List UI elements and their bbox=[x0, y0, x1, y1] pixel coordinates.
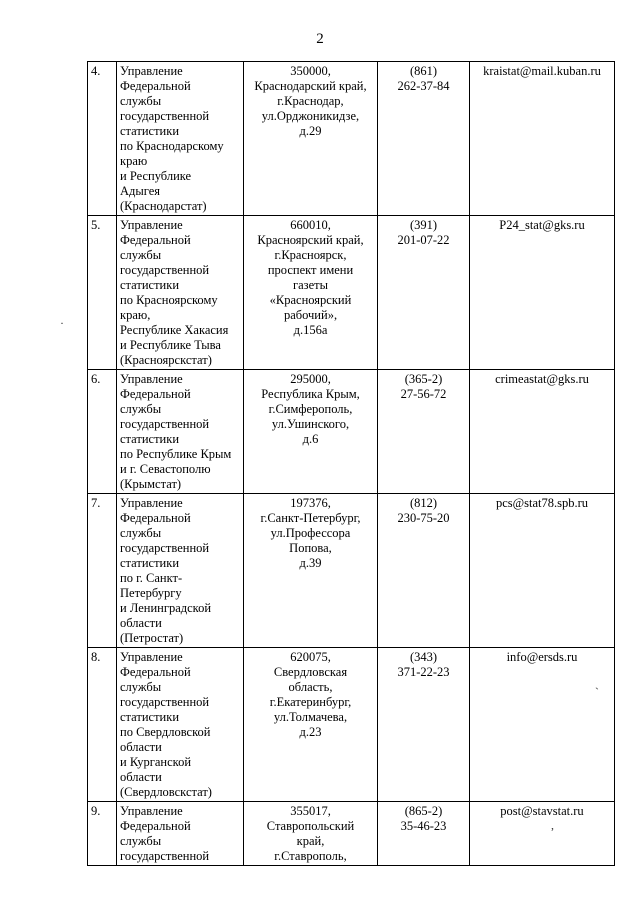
phone-number bbox=[378, 216, 470, 370]
address-line: г.Краснодар, bbox=[277, 94, 344, 108]
postal-address bbox=[244, 216, 378, 370]
address-line: Свердловская bbox=[273, 665, 348, 679]
organization-name bbox=[117, 648, 244, 802]
name-line: государственной bbox=[120, 695, 210, 709]
phone-line: (343) bbox=[409, 650, 438, 664]
address-line: ул.Профессора bbox=[270, 526, 351, 540]
email-address: pcs@stat78.spb.ru bbox=[470, 494, 615, 648]
address-line: Краснодарский край, bbox=[254, 79, 367, 93]
table-row bbox=[88, 216, 615, 370]
name-line: Управление bbox=[120, 804, 183, 818]
name-line: и Ленинградской bbox=[120, 601, 212, 615]
organization-name bbox=[117, 802, 244, 866]
row-number: 7. bbox=[88, 494, 117, 648]
name-line: по Республике Крым bbox=[120, 447, 232, 461]
address-line: Республика Крым, bbox=[261, 387, 360, 401]
scan-speck: ` bbox=[595, 685, 599, 699]
name-line: по Красноярскому bbox=[120, 293, 218, 307]
name-line: по Краснодарскому bbox=[120, 139, 224, 153]
table-row bbox=[88, 802, 615, 866]
phone-number bbox=[378, 62, 470, 216]
phone-line: 35-46-23 bbox=[400, 819, 447, 833]
address-line: г.Санкт-Петербург, bbox=[260, 511, 361, 525]
address-line: д.39 bbox=[299, 556, 322, 570]
name-line: по Свердловской bbox=[120, 725, 211, 739]
name-line: службы bbox=[120, 248, 162, 262]
name-line: Федеральной bbox=[120, 665, 191, 679]
name-line: Управление bbox=[120, 64, 183, 78]
name-line: области bbox=[120, 616, 162, 630]
row-number: 9. bbox=[88, 802, 117, 866]
name-line: государственной bbox=[120, 263, 210, 277]
name-line: службы bbox=[120, 526, 162, 540]
phone-line: (812) bbox=[409, 496, 438, 510]
postal-address bbox=[244, 648, 378, 802]
address-line: 620075, bbox=[290, 650, 331, 664]
address-line: проспект имени bbox=[267, 263, 354, 277]
name-line: области bbox=[120, 770, 162, 784]
phone-number bbox=[378, 494, 470, 648]
name-line: Управление bbox=[120, 372, 183, 386]
address-line: «Красноярский bbox=[269, 293, 352, 307]
name-line: (Краснодарстат) bbox=[120, 199, 207, 213]
name-line: службы bbox=[120, 94, 162, 108]
name-line: государственной bbox=[120, 541, 210, 555]
name-line: статистики bbox=[120, 124, 180, 138]
name-line: Петербургу bbox=[120, 586, 182, 600]
organization-name bbox=[117, 494, 244, 648]
row-number: 6. bbox=[88, 370, 117, 494]
name-line: Федеральной bbox=[120, 819, 191, 833]
phone-line: 230-75-20 bbox=[397, 511, 450, 525]
address-line: область, bbox=[288, 680, 333, 694]
name-line: и Курганской bbox=[120, 755, 192, 769]
address-line: г.Екатеринбург, bbox=[269, 695, 352, 709]
address-line: г.Красноярск, bbox=[274, 248, 347, 262]
row-number: 5. bbox=[88, 216, 117, 370]
address-line: д.156а bbox=[293, 323, 328, 337]
email-address: crimeastat@gks.ru bbox=[470, 370, 615, 494]
address-line: ул.Толмачева, bbox=[273, 710, 348, 724]
phone-line: (865-2) bbox=[404, 804, 443, 818]
name-line: (Крымстат) bbox=[120, 477, 182, 491]
row-number: 4. bbox=[88, 62, 117, 216]
address-line: ул.Орджоникидзе, bbox=[261, 109, 360, 123]
phone-line: (365-2) bbox=[404, 372, 443, 386]
phone-line: 27-56-72 bbox=[400, 387, 447, 401]
contacts-table bbox=[87, 61, 615, 866]
address-line: край, bbox=[296, 834, 325, 848]
name-line: Федеральной bbox=[120, 511, 191, 525]
name-line: службы bbox=[120, 834, 162, 848]
name-line: Управление bbox=[120, 496, 183, 510]
name-line: Федеральной bbox=[120, 387, 191, 401]
name-line: статистики bbox=[120, 432, 180, 446]
address-line: 197376, bbox=[290, 496, 331, 510]
postal-address bbox=[244, 370, 378, 494]
table-row bbox=[88, 494, 615, 648]
name-line: статистики bbox=[120, 278, 180, 292]
name-line: службы bbox=[120, 402, 162, 416]
name-line: государственной bbox=[120, 417, 210, 431]
address-line: газеты bbox=[292, 278, 329, 292]
address-line: 350000, bbox=[290, 64, 331, 78]
name-line: и г. Севастополю bbox=[120, 462, 211, 476]
name-line: по г. Санкт- bbox=[120, 571, 183, 585]
organization-name bbox=[117, 216, 244, 370]
scan-speck: · bbox=[60, 316, 64, 330]
address-line: г.Симферополь, bbox=[268, 402, 353, 416]
name-line: краю, bbox=[120, 308, 151, 322]
email-address: P24_stat@gks.ru bbox=[470, 216, 615, 370]
address-line: д.23 bbox=[299, 725, 322, 739]
name-line: (Свердловскстат) bbox=[120, 785, 212, 799]
address-line: 355017, bbox=[290, 804, 331, 818]
row-number: 8. bbox=[88, 648, 117, 802]
name-line: статистики bbox=[120, 556, 180, 570]
table-row bbox=[88, 370, 615, 494]
name-line: области bbox=[120, 740, 162, 754]
name-line: Федеральной bbox=[120, 79, 191, 93]
table-row bbox=[88, 62, 615, 216]
name-line: краю bbox=[120, 154, 148, 168]
address-line: Попова, bbox=[289, 541, 332, 555]
name-line: (Красноярскстат) bbox=[120, 353, 212, 367]
name-line: службы bbox=[120, 680, 162, 694]
phone-line: 262-37-84 bbox=[397, 79, 450, 93]
name-line: Адыгея bbox=[120, 184, 161, 198]
postal-address bbox=[244, 62, 378, 216]
name-line: (Петростат) bbox=[120, 631, 184, 645]
address-line: г.Ставрополь, bbox=[274, 849, 347, 863]
organization-name bbox=[117, 370, 244, 494]
phone-line: (861) bbox=[409, 64, 438, 78]
address-line: д.29 bbox=[299, 124, 322, 138]
organization-name bbox=[117, 62, 244, 216]
email-address: info@ersds.ru bbox=[470, 648, 615, 802]
name-line: статистики bbox=[120, 710, 180, 724]
email-address: kraistat@mail.kuban.ru bbox=[470, 62, 615, 216]
page-number: 2 bbox=[316, 31, 324, 47]
address-line: д.6 bbox=[302, 432, 319, 446]
phone-number bbox=[378, 802, 470, 866]
name-line: государственной bbox=[120, 849, 210, 863]
phone-number bbox=[378, 648, 470, 802]
postal-address bbox=[244, 494, 378, 648]
name-line: государственной bbox=[120, 109, 210, 123]
name-line: и Республике bbox=[120, 169, 192, 183]
phone-line: 371-22-23 bbox=[397, 665, 450, 679]
name-line: Республике Хакасия bbox=[120, 323, 229, 337]
address-line: рабочий», bbox=[283, 308, 338, 322]
address-line: ул.Ушинского, bbox=[271, 417, 350, 431]
table-row bbox=[88, 648, 615, 802]
scan-speck: , bbox=[551, 818, 554, 832]
address-line: Ставропольский bbox=[266, 819, 355, 833]
address-line: Красноярский край, bbox=[257, 233, 364, 247]
phone-line: (391) bbox=[409, 218, 438, 232]
address-line: 660010, bbox=[290, 218, 331, 232]
name-line: Федеральной bbox=[120, 233, 191, 247]
name-line: и Республике Тыва bbox=[120, 338, 221, 352]
name-line: Управление bbox=[120, 650, 183, 664]
phone-line: 201-07-22 bbox=[397, 233, 450, 247]
address-line: 295000, bbox=[290, 372, 331, 386]
name-line: Управление bbox=[120, 218, 183, 232]
postal-address bbox=[244, 802, 378, 866]
email-address: post@stavstat.ru bbox=[470, 802, 615, 866]
phone-number bbox=[378, 370, 470, 494]
